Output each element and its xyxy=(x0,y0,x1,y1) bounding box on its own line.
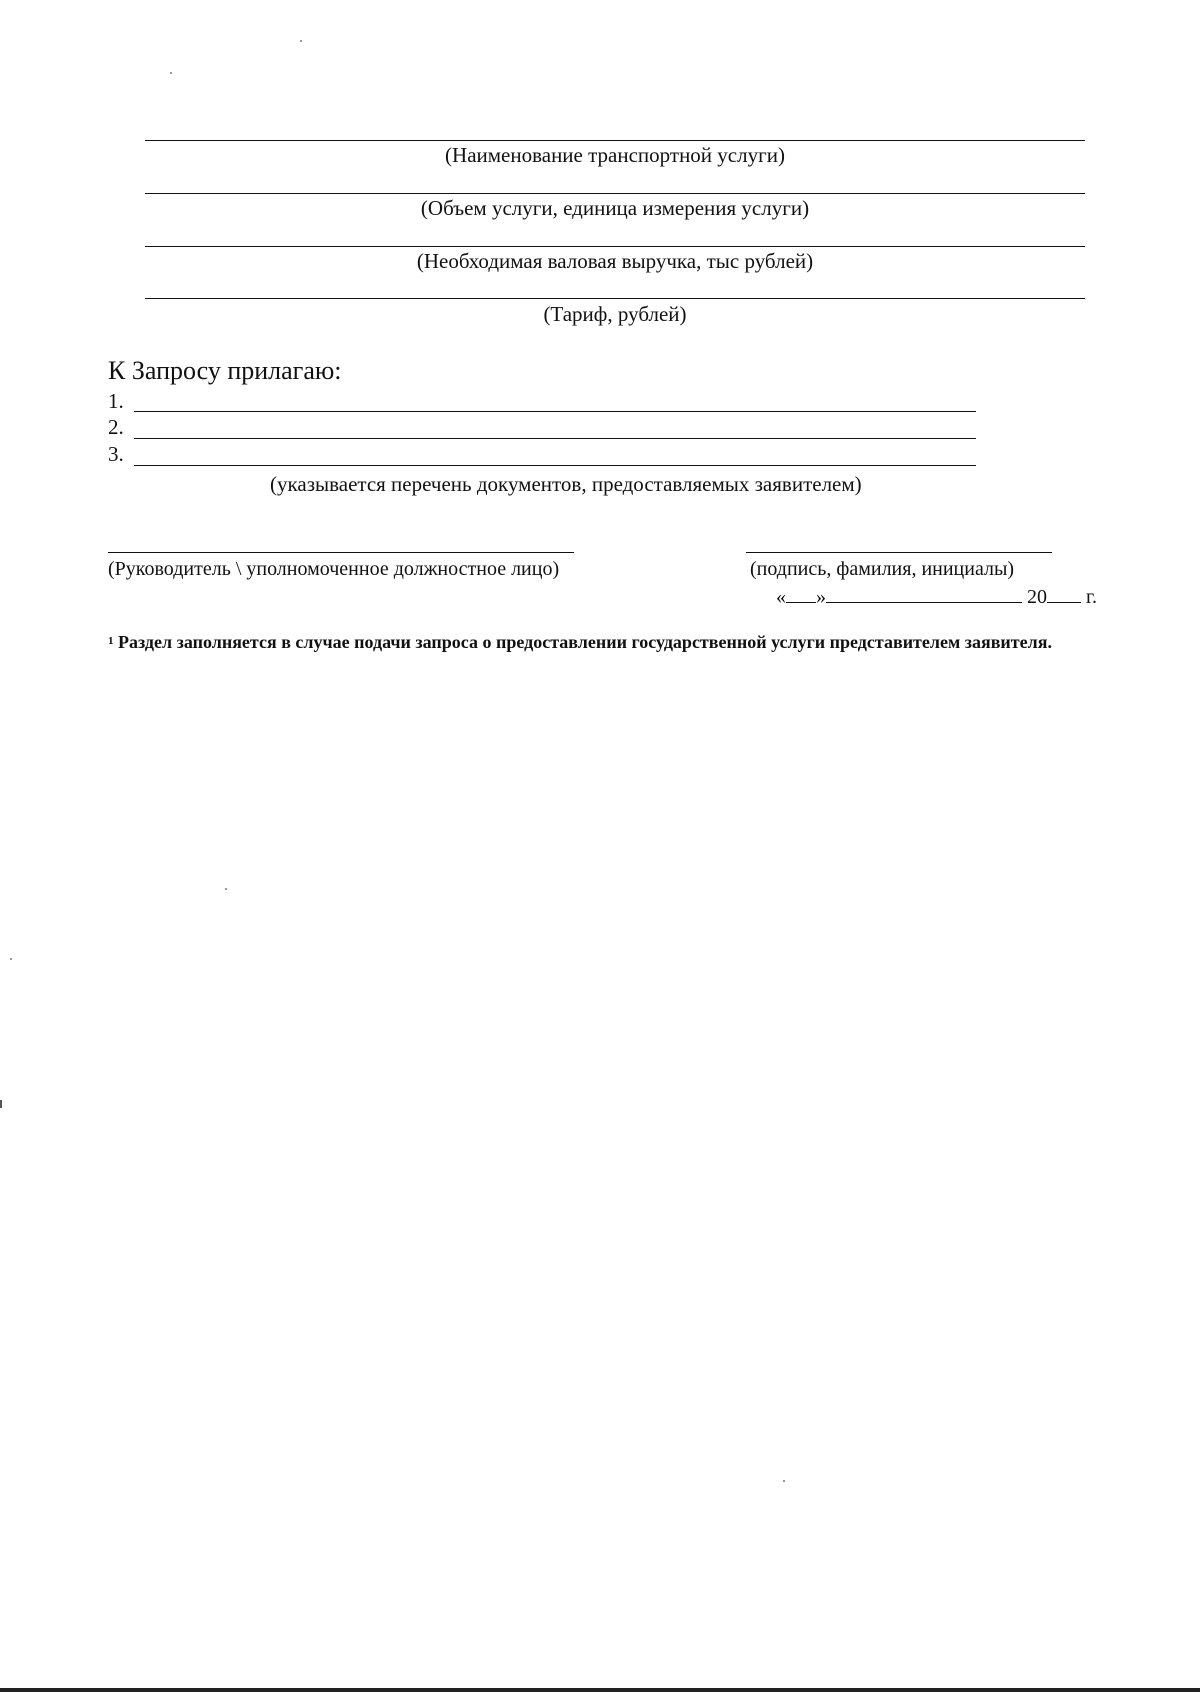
date-line xyxy=(776,584,1097,609)
footnote xyxy=(108,630,1123,655)
date-day-blank[interactable] xyxy=(786,584,816,603)
signature-caption-left: (Руководитель \ уполномоченное должностное лицо) xyxy=(108,558,560,580)
scan-bottom-edge xyxy=(0,1688,1200,1692)
date-suffix: г. xyxy=(1086,586,1097,608)
attachment-number-1: 1. xyxy=(108,389,124,413)
attachments-heading: К Запросу прилагаю: xyxy=(108,356,342,385)
scan-edge-mark xyxy=(0,1100,2,1108)
attachment-line-3[interactable] xyxy=(134,465,976,466)
field-caption-service-name: (Наименование транспортной услуги) xyxy=(445,143,785,167)
field-line-service-volume[interactable] xyxy=(145,193,1085,194)
date-close-quote: » xyxy=(816,586,826,608)
date-open-quote: « xyxy=(776,586,786,608)
field-line-gross-revenue[interactable] xyxy=(145,246,1085,247)
date-year-prefix: 20 xyxy=(1027,586,1047,608)
attachments-note: (указывается перечень документов, предоставляемых заявителем) xyxy=(270,472,862,496)
signature-caption-right: (подпись, фамилия, инициалы) xyxy=(750,558,1015,580)
date-year-blank[interactable] xyxy=(1047,584,1081,603)
footnote-text: Раздел заполняется в случае подачи запроса о предоставлении государственной услуги представителем заявителя. xyxy=(118,632,1052,652)
field-line-tariff[interactable] xyxy=(145,298,1085,299)
signature-line-left[interactable] xyxy=(108,552,574,553)
scan-speck xyxy=(783,1480,785,1482)
field-caption-service-volume: (Объем услуги, единица измерения услуги) xyxy=(420,196,810,220)
attachment-number-3: 3. xyxy=(108,442,124,466)
signature-line-right[interactable] xyxy=(746,552,1052,553)
field-line-service-name[interactable] xyxy=(145,140,1085,141)
field-caption-gross-revenue: (Необходимая валовая выручка, тыс рублей) xyxy=(416,249,814,273)
scan-speck xyxy=(10,958,12,960)
date-month-blank[interactable] xyxy=(826,584,1022,603)
attachment-line-2[interactable] xyxy=(134,438,976,439)
field-caption-tariff: (Тариф, рублей) xyxy=(543,302,687,326)
scan-speck xyxy=(300,40,302,42)
attachment-line-1[interactable] xyxy=(134,411,976,412)
scan-speck xyxy=(225,888,227,890)
scan-speck xyxy=(170,72,172,74)
footnote-marker: 1 xyxy=(108,635,114,647)
attachment-number-2: 2. xyxy=(108,415,124,439)
